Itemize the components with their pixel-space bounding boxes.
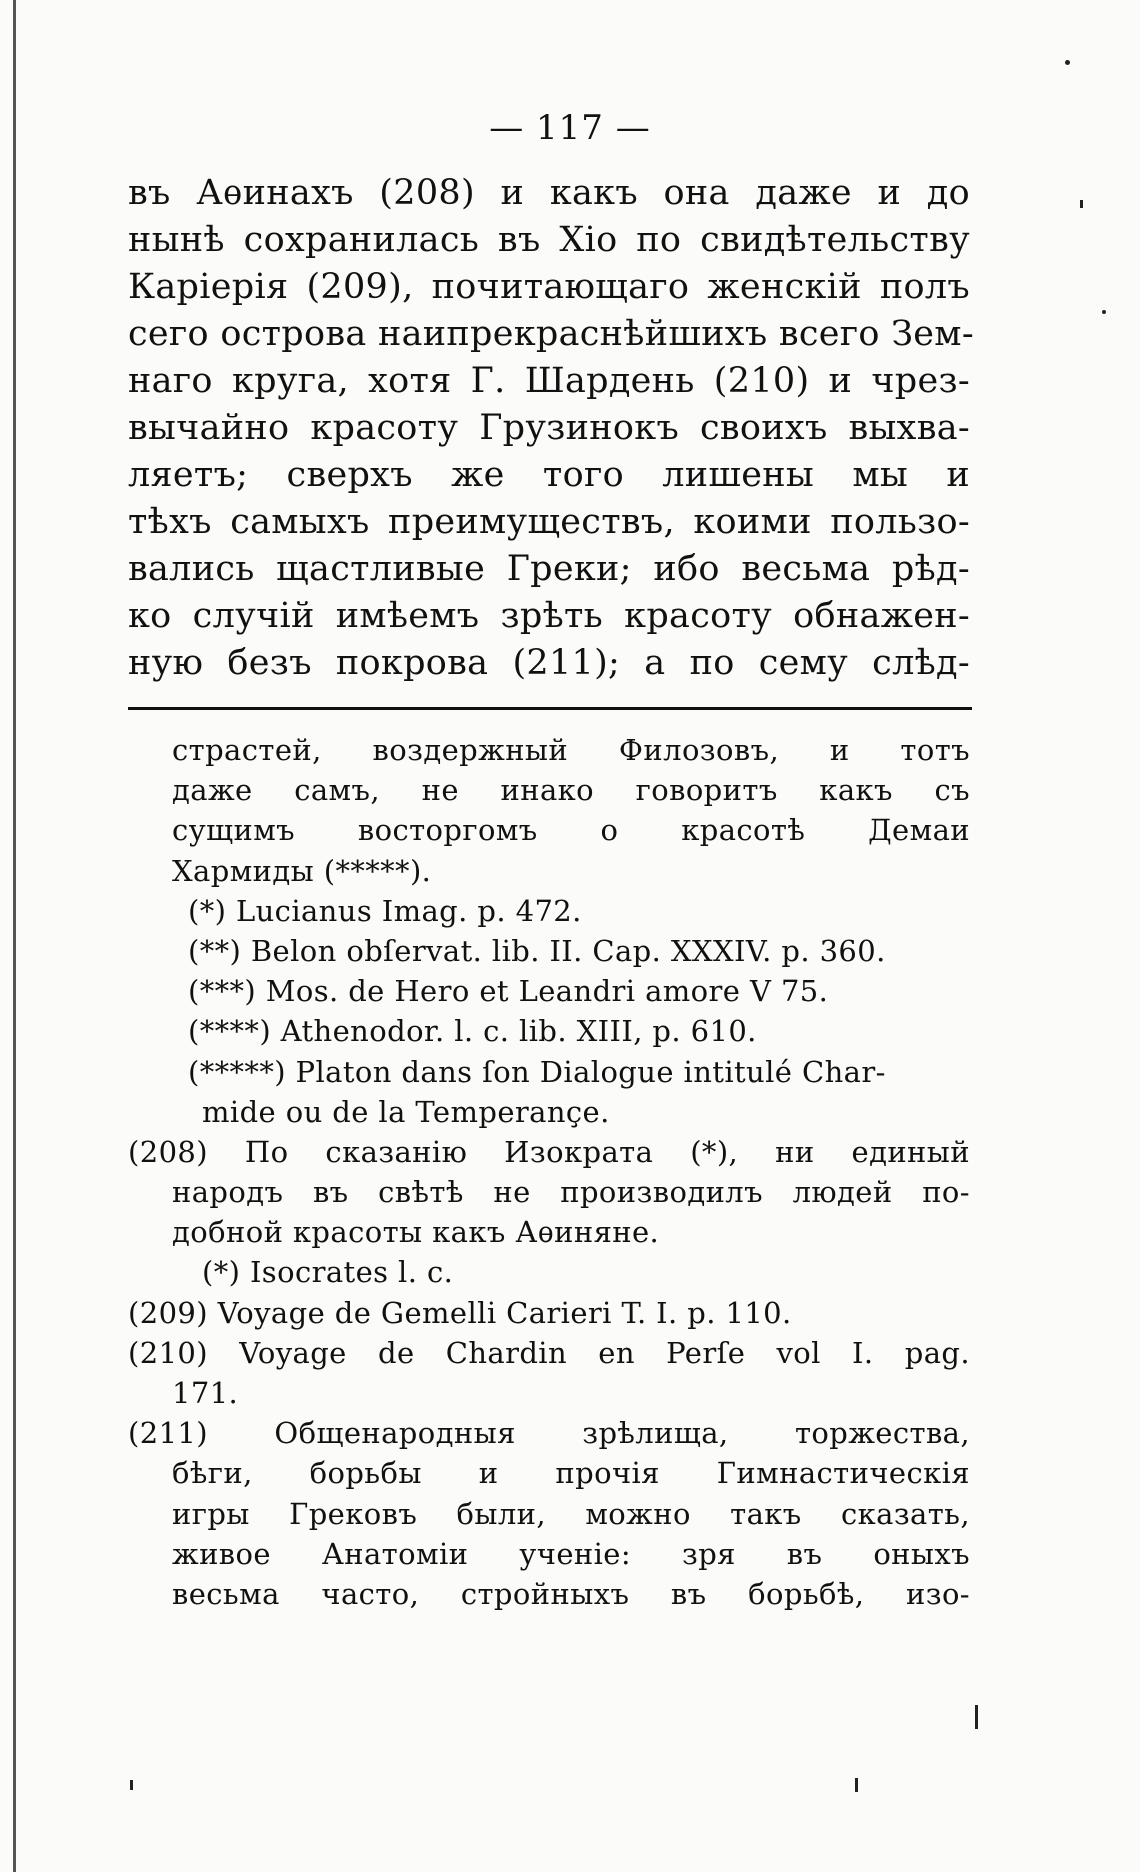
footnote-line: игры Грековъ были, можно такъ сказать, <box>172 1496 970 1531</box>
main-text-line: тѣхъ самыхъ преимуществъ, коими пользо- <box>128 502 970 542</box>
footnote-line: (**) Belon obſervat. lib. II. Cap. XXXIV. p. 360. <box>188 933 886 968</box>
footnote-line: живое Анатоміи ученіе: зря въ оныхъ <box>172 1536 970 1571</box>
main-text-line: сего острова наипрекраснѣйшихъ всего Зем- <box>128 314 974 354</box>
footnote-line: (*) Isocrates l. c. <box>202 1255 454 1290</box>
main-text-line: ляетъ; сверхъ же того лишены мы и <box>128 455 970 495</box>
main-text-line: Каріерія (209), почитающаго женскій полъ <box>128 267 970 307</box>
footnotes <box>128 730 970 1614</box>
main-text-line: наго круга, хотя Г. Шардень (210) и чрез- <box>128 361 970 401</box>
footnote-line: добной красоты какъ Аѳиняне. <box>172 1215 660 1250</box>
footnote-line: (211) Общенародныя зрѣлища, торжества, <box>128 1416 970 1451</box>
footnote-line: (210) Voyage de Chardin en Perſe vol I. pag. <box>128 1335 970 1370</box>
main-text <box>128 170 974 687</box>
page-number: — 117 — <box>489 108 651 148</box>
scan-speck <box>130 1780 133 1790</box>
footnote-line: mide ou de la Temperançe. <box>202 1094 610 1129</box>
main-text-line: нынѣ сохранилась въ Хіо по свидѣтельству <box>128 220 970 260</box>
footnote-line: 171. <box>172 1376 239 1410</box>
footnote-line: народъ въ свѣтѣ не производилъ людей по- <box>172 1175 970 1210</box>
footnote-line: сущимъ восторгомъ о красотѣ Демаи <box>172 813 970 848</box>
footnote-line: Хармиды (*****). <box>172 853 432 888</box>
main-text-line: ную безъ покрова (211); а по сему слѣд- <box>128 643 970 683</box>
footnote-line: (***) Mos. de Hero et Leandri amore V 75. <box>188 974 829 1009</box>
footnote-line: страстей, воздержный Филозовъ, и тотъ <box>172 733 970 767</box>
footnote-line: (****) Athenodor. l. c. lib. XIII, p. 610. <box>188 1014 757 1049</box>
footnote-line: (208) По сказанію Изократа (*), ни единый <box>128 1134 970 1169</box>
scan-speck <box>855 1778 858 1792</box>
footnote-line: (*****) Platon dans ſon Dialogue intitulé Char- <box>188 1054 886 1089</box>
main-text-line: ко случій имѣемъ зрѣть красоту обнажен- <box>128 596 970 636</box>
scan-speck <box>1065 60 1070 65</box>
scan-speck <box>975 1705 978 1729</box>
scan-speck <box>1080 200 1083 208</box>
footnote-line: весьма часто, стройныхъ въ борьбѣ, изо- <box>172 1576 970 1611</box>
main-text-line: вались щастливые Греки; ибо весьма рѣд- <box>128 549 970 589</box>
footnote-line: даже самъ, не инако говоритъ какъ съ <box>172 773 970 808</box>
scan-speck <box>13 0 16 1872</box>
footnote-divider <box>128 707 972 710</box>
main-text-line: вычайно красоту Грузинокъ своихъ выхва- <box>128 408 970 448</box>
scan-speck <box>1102 310 1106 314</box>
main-text-line: въ Аѳинахъ (208) и какъ она даже и до <box>128 173 970 213</box>
footnote-line: бѣги, борьбы и прочія Гимнастическія <box>172 1456 970 1491</box>
footnote-line: (209) Voyage de Gemelli Carieri T. I. p. 110. <box>128 1295 792 1330</box>
footnote-line: (*) Lucianus Imag. p. 472. <box>188 893 582 928</box>
